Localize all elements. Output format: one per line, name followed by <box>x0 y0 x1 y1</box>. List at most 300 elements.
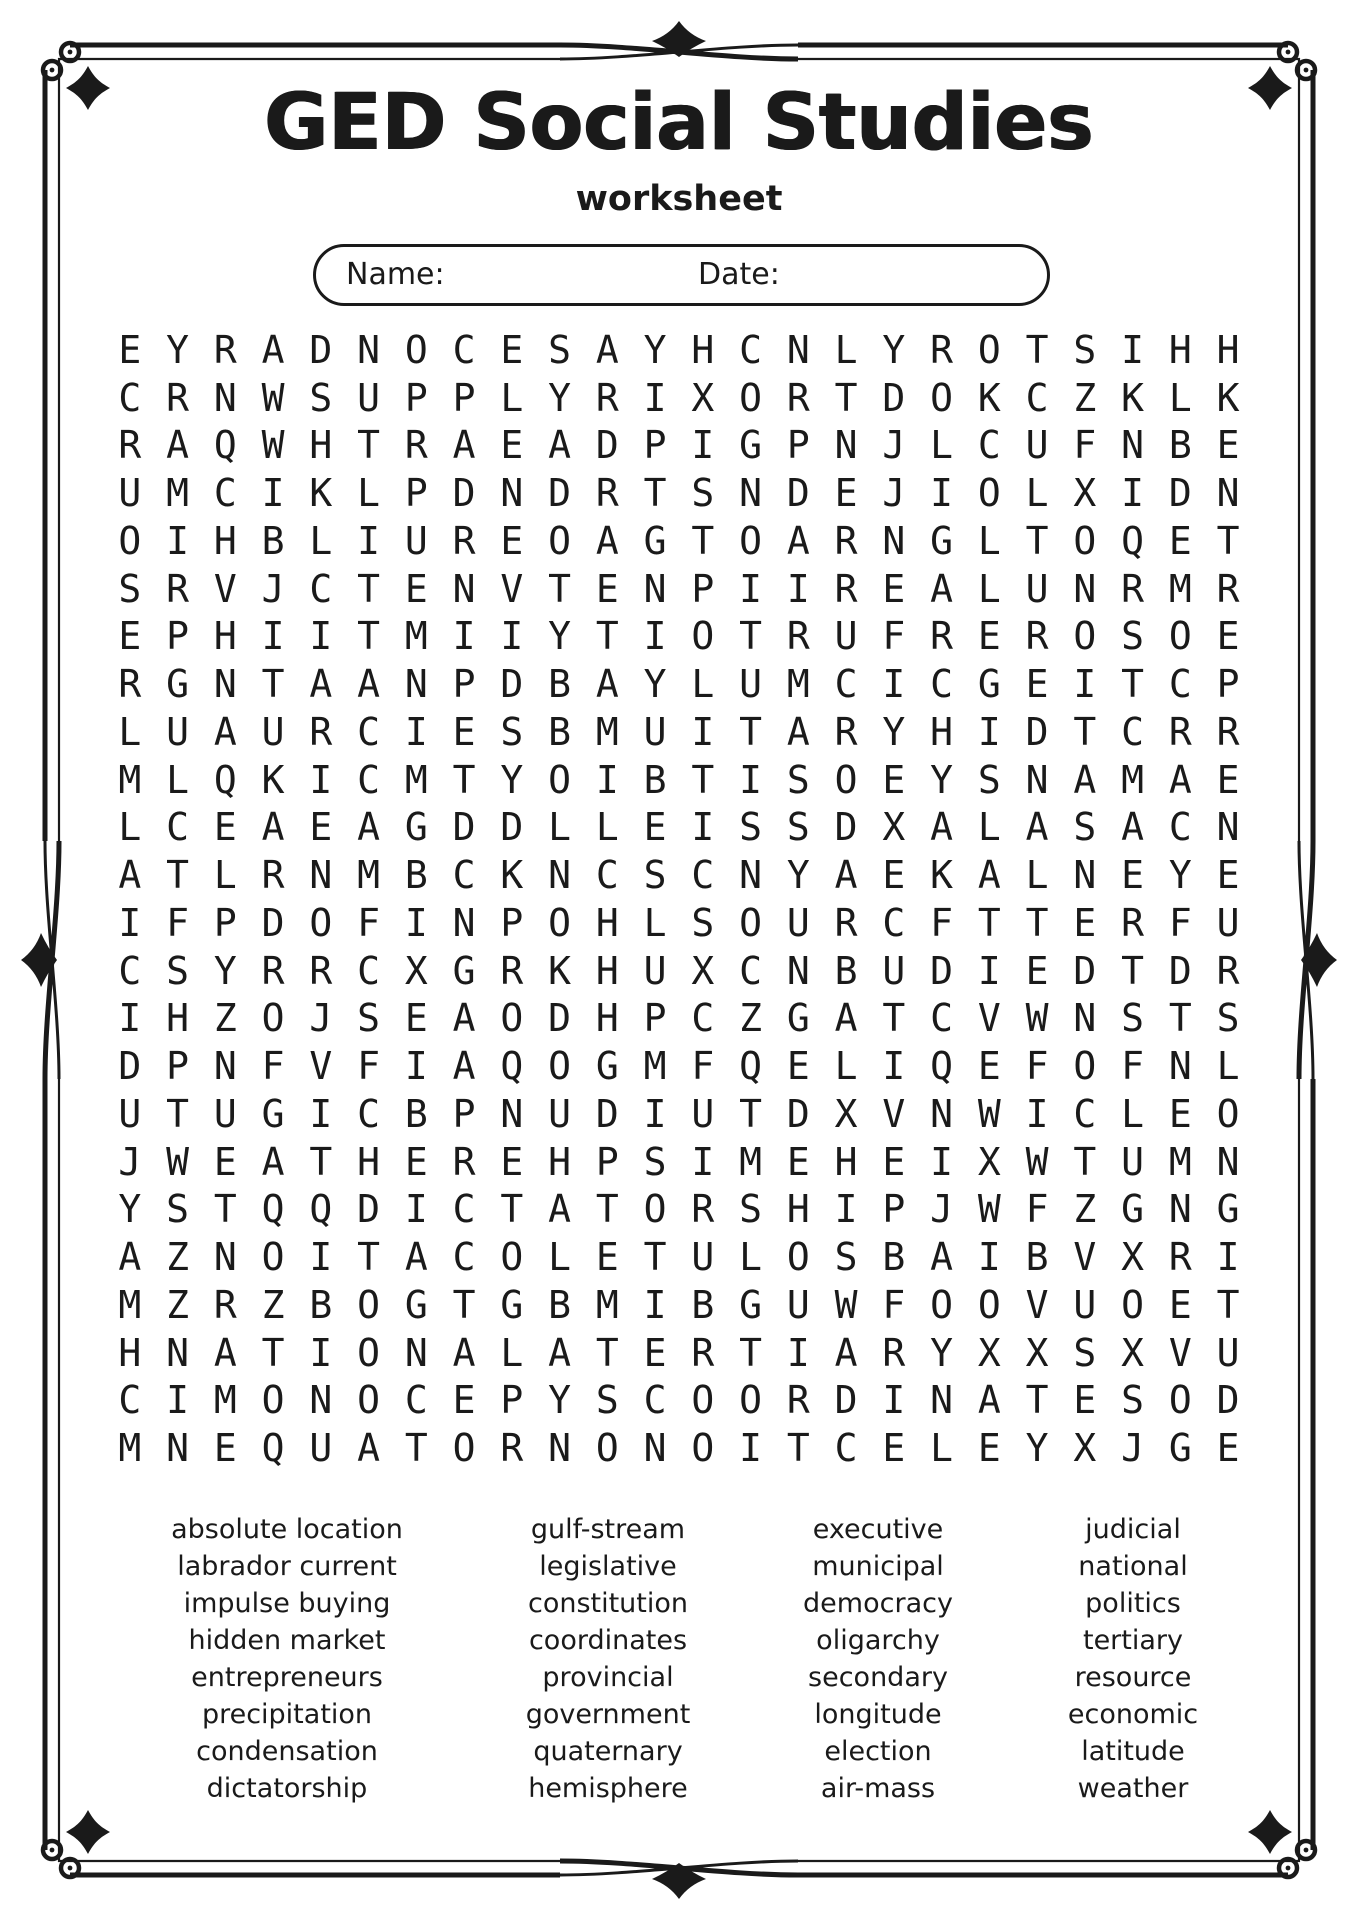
word-list-item: government <box>525 1699 691 1730</box>
grid-cell: P <box>452 662 476 707</box>
grid-cell: I <box>786 1330 810 1375</box>
grid-cell: X <box>1073 1426 1097 1471</box>
grid-cell: A <box>834 853 858 898</box>
grid-cell: H <box>213 518 237 563</box>
grid-cell: P <box>643 996 667 1041</box>
grid-cell: I <box>930 1139 954 1184</box>
grid-cell: E <box>1025 948 1049 993</box>
grid-cell: B <box>404 1091 428 1136</box>
grid-cell: F <box>882 1282 906 1327</box>
grid-cell: L <box>1168 375 1192 420</box>
grid-cell: E <box>452 1378 476 1423</box>
grid-cell: L <box>977 566 1001 611</box>
grid-cell: G <box>643 518 667 563</box>
grid-cell: O <box>643 1187 667 1232</box>
grid-cell: J <box>882 471 906 516</box>
grid-cell: X <box>1121 1330 1145 1375</box>
grid-cell: V <box>882 1091 906 1136</box>
grid-cell: D <box>595 423 619 468</box>
grid-cell: R <box>786 375 810 420</box>
grid-cell: Y <box>882 709 906 754</box>
word-list-item: hemisphere <box>528 1773 688 1804</box>
grid-cell: L <box>643 900 667 945</box>
grid-cell: T <box>166 1091 190 1136</box>
grid-cell: T <box>1025 1378 1049 1423</box>
grid-cell: O <box>261 996 285 1041</box>
grid-cell: D <box>548 996 572 1041</box>
grid-cell: D <box>1025 709 1049 754</box>
grid-cell: R <box>1168 1235 1192 1280</box>
grid-cell: F <box>1073 423 1097 468</box>
grid-cell: C <box>691 996 715 1041</box>
grid-cell: E <box>404 1139 428 1184</box>
grid-cell: H <box>786 1187 810 1232</box>
grid-cell: T <box>834 375 858 420</box>
grid-cell: Z <box>213 996 237 1041</box>
grid-cell: P <box>643 423 667 468</box>
grid-cell: B <box>548 1282 572 1327</box>
grid-cell: U <box>691 1235 715 1280</box>
grid-cell: P <box>882 1187 906 1232</box>
grid-cell: T <box>213 1187 237 1232</box>
grid-cell: C <box>1168 662 1192 707</box>
grid-cell: N <box>452 900 476 945</box>
word-list-column <box>458 1511 758 1807</box>
grid-cell: Z <box>1073 1187 1097 1232</box>
grid-cell: L <box>213 853 237 898</box>
grid-cell: P <box>404 375 428 420</box>
grid-cell: Y <box>213 948 237 993</box>
grid-cell: V <box>309 1044 333 1089</box>
grid-cell: N <box>1073 996 1097 1041</box>
grid-cell: R <box>1121 900 1145 945</box>
grid-cell: F <box>166 900 190 945</box>
grid-cell: Q <box>930 1044 954 1089</box>
grid-cell: W <box>1025 996 1049 1041</box>
grid-cell: B <box>548 662 572 707</box>
grid-cell: E <box>595 1235 619 1280</box>
grid-cell: B <box>834 948 858 993</box>
grid-cell: R <box>882 1330 906 1375</box>
grid-cell: I <box>643 1091 667 1136</box>
grid-cell: J <box>118 1139 142 1184</box>
grid-cell: K <box>309 471 333 516</box>
grid-cell: J <box>1121 1426 1145 1471</box>
grid-cell: S <box>357 996 381 1041</box>
grid-cell: S <box>1073 1330 1097 1375</box>
grid-cell: H <box>357 1139 381 1184</box>
grid-cell: O <box>357 1330 381 1375</box>
grid-cell: S <box>643 1139 667 1184</box>
grid-cell: R <box>691 1330 715 1375</box>
grid-cell: P <box>452 375 476 420</box>
grid-cell: O <box>786 1235 810 1280</box>
grid-cell: E <box>1073 900 1097 945</box>
grid-cell: V <box>500 566 524 611</box>
grid-cell: P <box>166 614 190 659</box>
grid-cell: M <box>166 471 190 516</box>
grid-cell: D <box>452 805 476 850</box>
grid-cell: C <box>452 853 476 898</box>
grid-cell: I <box>739 1426 763 1471</box>
grid-cell: S <box>118 566 142 611</box>
grid-cell: F <box>1025 1044 1049 1089</box>
grid-cell: I <box>309 757 333 802</box>
grid-cell: R <box>261 853 285 898</box>
grid-cell: M <box>1121 757 1145 802</box>
grid-cell: N <box>1168 1044 1192 1089</box>
grid-cell: I <box>404 1187 428 1232</box>
grid-cell: E <box>309 805 333 850</box>
grid-cell: G <box>977 662 1001 707</box>
grid-cell: T <box>1121 948 1145 993</box>
grid-cell: R <box>213 1282 237 1327</box>
grid-cell: S <box>643 853 667 898</box>
grid-cell: L <box>977 805 1001 850</box>
grid-cell: O <box>691 614 715 659</box>
grid-cell: N <box>166 1330 190 1375</box>
grid-cell: N <box>452 566 476 611</box>
grid-cell: A <box>213 1330 237 1375</box>
grid-cell: M <box>118 757 142 802</box>
grid-cell: O <box>500 1235 524 1280</box>
grid-cell: N <box>404 1330 428 1375</box>
grid-cell: N <box>1216 805 1240 850</box>
grid-cell: T <box>548 566 572 611</box>
grid-cell: A <box>357 1426 381 1471</box>
grid-cell: Z <box>1073 375 1097 420</box>
grid-cell: T <box>691 518 715 563</box>
grid-cell: S <box>1073 327 1097 372</box>
grid-cell: T <box>643 1235 667 1280</box>
grid-cell: T <box>882 996 906 1041</box>
grid-cell: A <box>834 1330 858 1375</box>
grid-cell: C <box>118 375 142 420</box>
grid-cell: T <box>261 662 285 707</box>
grid-cell: R <box>118 662 142 707</box>
grid-cell: X <box>691 948 715 993</box>
grid-cell: B <box>261 518 285 563</box>
grid-cell: T <box>739 709 763 754</box>
grid-cell: Z <box>261 1282 285 1327</box>
grid-cell: R <box>834 566 858 611</box>
grid-cell: N <box>500 1091 524 1136</box>
grid-cell: D <box>595 1091 619 1136</box>
grid-cell: T <box>691 757 715 802</box>
word-list-item: election <box>824 1736 932 1767</box>
grid-cell: A <box>404 1235 428 1280</box>
word-list-item: longitude <box>814 1699 942 1730</box>
grid-cell: C <box>643 1378 667 1423</box>
grid-cell: F <box>261 1044 285 1089</box>
grid-cell: K <box>930 853 954 898</box>
grid-cell: D <box>309 327 333 372</box>
grid-cell: I <box>404 709 428 754</box>
grid-cell: O <box>930 1282 954 1327</box>
grid-cell: S <box>1121 1378 1145 1423</box>
grid-cell: R <box>1216 948 1240 993</box>
date-input[interactable] <box>786 247 1036 303</box>
grid-cell: Z <box>166 1235 190 1280</box>
grid-cell: P <box>786 423 810 468</box>
grid-cell: G <box>595 1044 619 1089</box>
grid-cell: H <box>166 996 190 1041</box>
grid-cell: E <box>595 566 619 611</box>
grid-cell: G <box>1168 1426 1192 1471</box>
grid-cell: Y <box>1168 853 1192 898</box>
grid-cell: G <box>261 1091 285 1136</box>
grid-cell: E <box>977 1426 1001 1471</box>
grid-cell: P <box>500 1378 524 1423</box>
grid-cell: E <box>213 1139 237 1184</box>
grid-cell: R <box>452 518 476 563</box>
grid-cell: L <box>834 1044 858 1089</box>
grid-cell: I <box>882 1378 906 1423</box>
grid-cell: I <box>1025 1091 1049 1136</box>
grid-cell: R <box>118 423 142 468</box>
grid-cell: E <box>500 518 524 563</box>
grid-cell: R <box>500 948 524 993</box>
grid-cell: S <box>834 1235 858 1280</box>
word-list-item: secondary <box>808 1662 948 1693</box>
grid-cell: M <box>118 1282 142 1327</box>
grid-cell: D <box>930 948 954 993</box>
grid-cell: Y <box>643 327 667 372</box>
grid-cell: U <box>357 375 381 420</box>
grid-cell: T <box>500 1187 524 1232</box>
grid-cell: P <box>691 566 715 611</box>
grid-cell: R <box>786 614 810 659</box>
grid-cell: L <box>930 1426 954 1471</box>
grid-cell: I <box>691 805 715 850</box>
grid-cell: U <box>548 1091 572 1136</box>
grid-cell: I <box>1121 471 1145 516</box>
grid-cell: O <box>1073 614 1097 659</box>
grid-cell: E <box>1025 662 1049 707</box>
grid-cell: I <box>643 614 667 659</box>
page-subtitle: worksheet <box>575 179 783 219</box>
grid-cell: A <box>261 327 285 372</box>
grid-cell: N <box>930 1378 954 1423</box>
grid-cell: L <box>834 327 858 372</box>
grid-cell: T <box>357 614 381 659</box>
grid-cell: D <box>548 471 572 516</box>
grid-cell: O <box>595 1426 619 1471</box>
grid-cell: G <box>1121 1187 1145 1232</box>
word-list-item: labrador current <box>177 1551 397 1582</box>
grid-cell: R <box>452 1139 476 1184</box>
grid-cell: X <box>977 1330 1001 1375</box>
grid-cell: A <box>309 662 333 707</box>
grid-cell: Y <box>930 757 954 802</box>
grid-cell: E <box>118 614 142 659</box>
grid-cell: I <box>1073 662 1097 707</box>
grid-cell: N <box>1216 471 1240 516</box>
word-list-item: municipal <box>812 1551 944 1582</box>
grid-cell: V <box>1025 1282 1049 1327</box>
grid-cell: G <box>739 1282 763 1327</box>
grid-cell: E <box>834 471 858 516</box>
grid-cell: E <box>1121 853 1145 898</box>
word-list-item: latitude <box>1081 1736 1185 1767</box>
grid-cell: O <box>977 1282 1001 1327</box>
grid-cell: M <box>1168 566 1192 611</box>
grid-cell: N <box>930 1091 954 1136</box>
grid-cell: U <box>786 900 810 945</box>
grid-cell: R <box>786 1378 810 1423</box>
grid-cell: L <box>595 805 619 850</box>
grid-cell: C <box>1025 375 1049 420</box>
grid-cell: F <box>930 900 954 945</box>
grid-cell: N <box>548 853 572 898</box>
grid-cell: J <box>309 996 333 1041</box>
grid-cell: T <box>1216 1282 1240 1327</box>
grid-cell: Z <box>166 1282 190 1327</box>
grid-cell: E <box>1216 853 1240 898</box>
grid-cell: E <box>1168 518 1192 563</box>
grid-cell: D <box>1216 1378 1240 1423</box>
grid-cell: I <box>118 900 142 945</box>
grid-cell: N <box>882 518 906 563</box>
grid-cell: O <box>739 518 763 563</box>
grid-cell: I <box>977 948 1001 993</box>
grid-cell: A <box>1025 805 1049 850</box>
grid-cell: E <box>404 996 428 1041</box>
grid-cell: T <box>595 614 619 659</box>
grid-cell: O <box>834 757 858 802</box>
word-list-item: provincial <box>542 1662 674 1693</box>
grid-cell: M <box>404 614 428 659</box>
grid-cell: C <box>977 423 1001 468</box>
grid-cell: W <box>977 1091 1001 1136</box>
grid-cell: W <box>166 1139 190 1184</box>
grid-cell: S <box>166 1187 190 1232</box>
grid-cell: V <box>213 566 237 611</box>
grid-cell: G <box>404 805 428 850</box>
grid-cell: S <box>166 948 190 993</box>
grid-cell: C <box>930 996 954 1041</box>
grid-cell: Q <box>213 423 237 468</box>
word-list-item: impulse buying <box>183 1588 391 1619</box>
grid-cell: Y <box>118 1187 142 1232</box>
grid-cell: R <box>1216 709 1240 754</box>
grid-cell: C <box>882 900 906 945</box>
grid-cell: J <box>930 1187 954 1232</box>
grid-cell: R <box>309 709 333 754</box>
grid-cell: I <box>404 1044 428 1089</box>
grid-cell: U <box>1216 900 1240 945</box>
grid-cell: N <box>213 662 237 707</box>
grid-cell: S <box>548 327 572 372</box>
grid-cell: A <box>595 662 619 707</box>
grid-cell: F <box>357 900 381 945</box>
grid-cell: I <box>261 614 285 659</box>
grid-cell: I <box>166 518 190 563</box>
grid-cell: A <box>548 1187 572 1232</box>
grid-cell: S <box>739 1187 763 1232</box>
grid-cell: A <box>452 1044 476 1089</box>
grid-cell: D <box>118 1044 142 1089</box>
grid-cell: O <box>118 518 142 563</box>
grid-cell: C <box>452 1187 476 1232</box>
grid-cell: U <box>1121 1139 1145 1184</box>
grid-cell: O <box>548 757 572 802</box>
grid-cell: C <box>309 566 333 611</box>
grid-cell: B <box>1168 423 1192 468</box>
grid-cell: G <box>786 996 810 1041</box>
grid-cell: D <box>786 471 810 516</box>
grid-cell: L <box>1216 1044 1240 1089</box>
grid-cell: U <box>404 518 428 563</box>
grid-cell: I <box>882 1044 906 1089</box>
grid-cell: T <box>1073 709 1097 754</box>
grid-cell: V <box>1073 1235 1097 1280</box>
grid-cell: U <box>643 948 667 993</box>
grid-cell: R <box>1025 614 1049 659</box>
grid-cell: Y <box>548 1378 572 1423</box>
grid-cell: I <box>309 1330 333 1375</box>
grid-cell: H <box>930 709 954 754</box>
grid-cell: E <box>1168 1282 1192 1327</box>
grid-cell: R <box>595 471 619 516</box>
grid-cell: C <box>166 805 190 850</box>
grid-cell: P <box>500 900 524 945</box>
grid-cell: T <box>595 1187 619 1232</box>
grid-cell: C <box>357 709 381 754</box>
grid-cell: A <box>977 853 1001 898</box>
grid-cell: S <box>786 805 810 850</box>
word-list-item: economic <box>1067 1699 1199 1730</box>
grid-cell: A <box>930 805 954 850</box>
grid-cell: N <box>786 327 810 372</box>
grid-cell: I <box>1121 327 1145 372</box>
grid-cell: Y <box>548 375 572 420</box>
grid-cell: L <box>548 805 572 850</box>
grid-cell: C <box>691 853 715 898</box>
grid-cell: W <box>834 1282 858 1327</box>
grid-cell: N <box>309 853 333 898</box>
grid-cell: L <box>739 1235 763 1280</box>
grid-cell: S <box>1073 805 1097 850</box>
grid-cell: S <box>1121 614 1145 659</box>
grid-cell: I <box>166 1378 190 1423</box>
grid-cell: Q <box>261 1426 285 1471</box>
grid-cell: X <box>977 1139 1001 1184</box>
grid-cell: K <box>500 853 524 898</box>
grid-cell: C <box>357 948 381 993</box>
name-input[interactable] <box>446 247 686 303</box>
grid-cell: Y <box>500 757 524 802</box>
grid-cell: D <box>1168 471 1192 516</box>
grid-cell: O <box>261 1378 285 1423</box>
grid-cell: D <box>500 805 524 850</box>
grid-cell: X <box>1121 1235 1145 1280</box>
grid-cell: N <box>1025 757 1049 802</box>
grid-cell: A <box>452 996 476 1041</box>
grid-cell: T <box>1025 518 1049 563</box>
grid-cell: A <box>261 805 285 850</box>
grid-cell: N <box>166 1426 190 1471</box>
grid-cell: T <box>166 853 190 898</box>
grid-cell: T <box>357 423 381 468</box>
grid-cell: X <box>1025 1330 1049 1375</box>
grid-cell: D <box>834 805 858 850</box>
grid-cell: G <box>500 1282 524 1327</box>
grid-cell: O <box>691 1426 715 1471</box>
word-list-column <box>120 1511 454 1807</box>
grid-cell: I <box>309 614 333 659</box>
grid-cell: C <box>118 1378 142 1423</box>
